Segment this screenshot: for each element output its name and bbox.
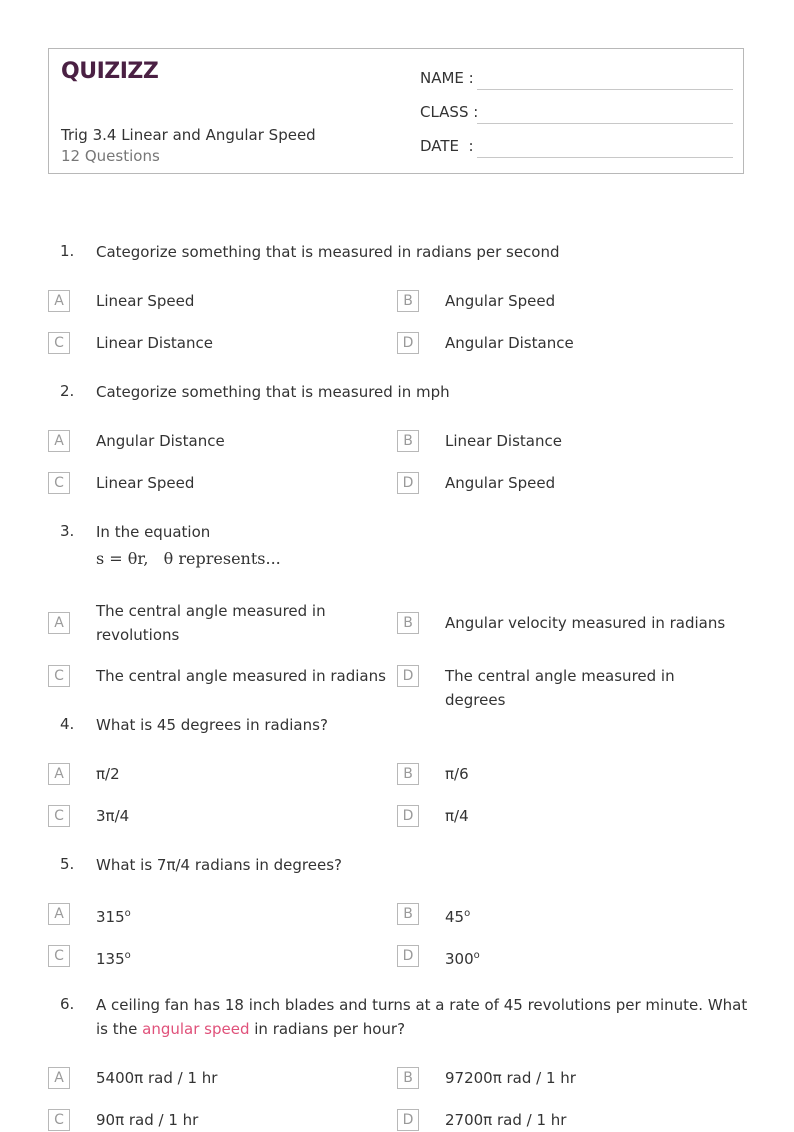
option-letter-b[interactable]: B: [397, 1067, 419, 1089]
option-letter-b[interactable]: B: [397, 763, 419, 785]
option-text: Angular Distance: [445, 334, 574, 352]
option-text: Angular Speed: [445, 474, 556, 492]
highlighted-term: angular speed: [142, 1020, 250, 1038]
question-text: In the equation: [96, 523, 211, 541]
option-text: π/2: [96, 765, 120, 783]
option-text: The central angle measured in revolutions: [96, 602, 326, 644]
option-letter-d[interactable]: D: [397, 805, 419, 827]
option-text: 315$^o$: [96, 908, 131, 926]
question-number: 1.: [60, 242, 75, 260]
option-text: 5400π rad / 1 hr: [96, 1069, 218, 1087]
question-text: A ceiling fan has 18 inch blades and turns at a rate of 45 revolutions per minute. What is the angular speed in radians per hour?: [96, 996, 748, 1038]
question-count: 12 Questions: [61, 147, 160, 165]
worksheet-title: Trig 3.4 Linear and Angular Speed: [61, 126, 316, 144]
equation: s = θr, θ represents...: [96, 549, 281, 568]
option-text: 97200π rad / 1 hr: [445, 1069, 576, 1087]
question-text: What is 7π/4 radians in degrees?: [96, 856, 342, 874]
option-text: Linear Speed: [96, 474, 195, 492]
option-text: Linear Distance: [96, 334, 213, 352]
option-letter-a[interactable]: A: [48, 612, 70, 634]
option-text: 300$^o$: [445, 950, 480, 968]
option-letter-a[interactable]: A: [48, 430, 70, 452]
class-line[interactable]: [477, 123, 733, 124]
option-letter-a[interactable]: A: [48, 1067, 70, 1089]
option-letter-c[interactable]: C: [48, 665, 70, 687]
option-text: The central angle measured in radians: [96, 667, 386, 685]
question-text: Categorize something that is measured in mph: [96, 383, 450, 401]
option-letter-d[interactable]: D: [397, 1109, 419, 1131]
option-letter-b[interactable]: B: [397, 290, 419, 312]
option-letter-d[interactable]: D: [397, 665, 419, 687]
option-letter-c[interactable]: C: [48, 1109, 70, 1131]
question-text: Categorize something that is measured in radians per second: [96, 243, 560, 261]
question-number: 2.: [60, 382, 75, 400]
question-number: 3.: [60, 522, 75, 540]
option-text: 2700π rad / 1 hr: [445, 1111, 567, 1129]
option-text: 45$^o$: [445, 908, 471, 926]
question-number: 4.: [60, 715, 75, 733]
option-text: Angular Speed: [445, 292, 556, 310]
option-letter-b[interactable]: B: [397, 903, 419, 925]
option-letter-d[interactable]: D: [397, 332, 419, 354]
option-text: π/4: [445, 807, 469, 825]
option-letter-a[interactable]: A: [48, 903, 70, 925]
option-text: 135$^o$: [96, 950, 131, 968]
option-letter-c[interactable]: C: [48, 945, 70, 967]
option-letter-a[interactable]: A: [48, 763, 70, 785]
option-letter-c[interactable]: C: [48, 472, 70, 494]
date-line[interactable]: [477, 157, 733, 158]
option-letter-b[interactable]: B: [397, 430, 419, 452]
option-letter-c[interactable]: C: [48, 332, 70, 354]
name-line[interactable]: [477, 89, 733, 90]
worksheet-header: [48, 48, 744, 174]
option-text: Linear Speed: [96, 292, 195, 310]
option-letter-d[interactable]: D: [397, 945, 419, 967]
name-label: NAME :: [420, 69, 474, 87]
option-text: Angular velocity measured in radians: [445, 614, 726, 632]
option-letter-b[interactable]: B: [397, 612, 419, 634]
option-text: Angular Distance: [96, 432, 225, 450]
question-number: 5.: [60, 855, 75, 873]
class-label: CLASS :: [420, 103, 479, 121]
question-text: What is 45 degrees in radians?: [96, 716, 328, 734]
option-letter-a[interactable]: A: [48, 290, 70, 312]
question-number: 6.: [60, 995, 75, 1013]
date-label: DATE :: [420, 137, 474, 155]
option-text: Linear Distance: [445, 432, 562, 450]
option-text: 3π/4: [96, 807, 130, 825]
option-text: The central angle measured in degrees: [445, 667, 675, 709]
quizizz-logo: QUIZIZZ: [61, 59, 159, 84]
option-letter-c[interactable]: C: [48, 805, 70, 827]
option-text: π/6: [445, 765, 469, 783]
option-letter-d[interactable]: D: [397, 472, 419, 494]
option-text: 90π rad / 1 hr: [96, 1111, 199, 1129]
